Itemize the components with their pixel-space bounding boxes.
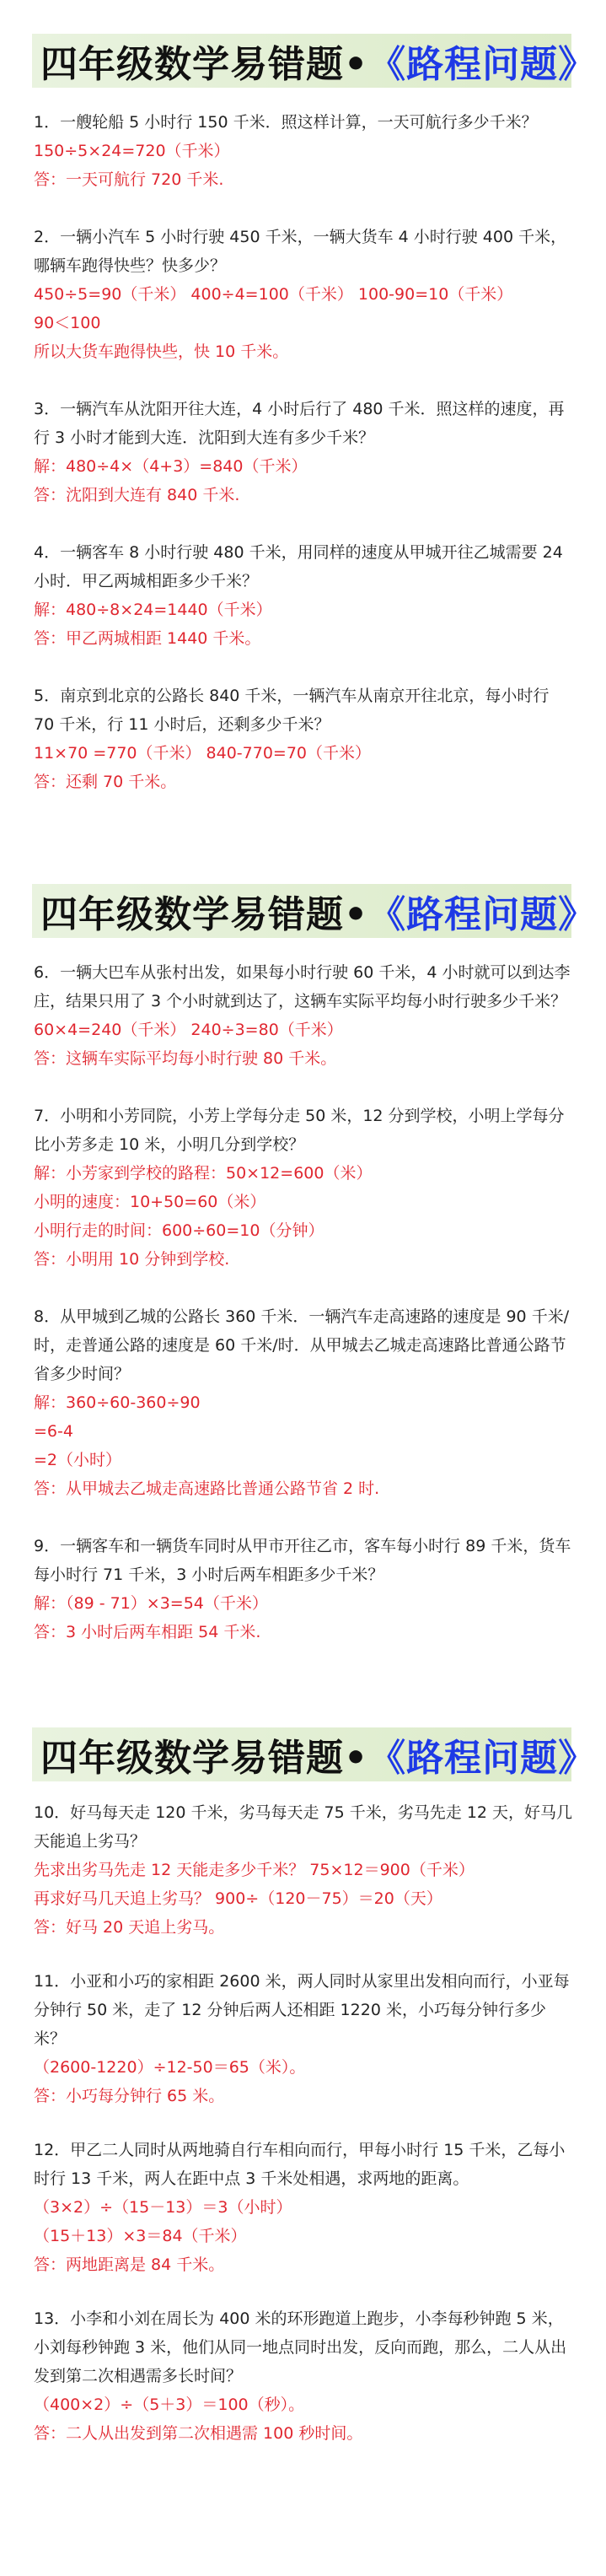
- problem-answer-line: 答：小明用 10 分钟到学校.: [34, 1250, 230, 1269]
- problem-question: 10．好马每天走 120 千米，劣马每天走 75 千米，劣马先走 12 天，好马几天能追上劣马？: [34, 1803, 573, 1851]
- banner-title: 四年级数学易错题•: [40, 1737, 369, 1780]
- banner-topic: 《路程问题》: [368, 1737, 597, 1780]
- problem-question: 1．一艘轮船 5 小时行 150 千米．照这样计算，一天可航行多少千米？: [34, 113, 538, 132]
- problem-answer-line: 答：还剩 70 千米。: [34, 773, 177, 791]
- problem-answer-line: （15＋13）×3＝84（千米）: [34, 2227, 247, 2245]
- problem-answer-line: =2（小时）: [34, 1451, 122, 1469]
- problem-answer-line: 90＜100: [34, 314, 101, 332]
- problem-answer-line: 解：360÷60-360÷90: [34, 1393, 201, 1412]
- problem-answer-line: 答：二人从出发到第二次相遇需 100 秒时间。: [34, 2424, 363, 2443]
- problem-answer-line: 答：一天可航行 720 千米.: [34, 170, 224, 189]
- problem-question: 11．小亚和小巧的家相距 2600 米，两人同时从家里出发相向而行，小亚每分钟行 50 米，走了 12 分钟后两人还相距 1220 米，小巧每分钟行多少米？: [34, 1972, 570, 2048]
- problem-answer-line: 小明行走的时间：600÷60=10（分钟）: [34, 1221, 324, 1240]
- section-2: [0, 884, 606, 1646]
- problem-answer-line: 先求出劣马先走 12 天能走多少千米？ 75×12＝900（千米）: [34, 1861, 475, 1879]
- problem-answer-line: 60×4=240（千米） 240÷3=80（千米）: [34, 1021, 343, 1039]
- problem-answer-line: 解：小芳家到学校的路程：50×12=600（米）: [34, 1164, 373, 1183]
- problem-answer-line: 答：这辆车实际平均每小时行驶 80 千米。: [34, 1049, 337, 1068]
- section-title-banner: [32, 1727, 597, 1781]
- problem-question: 8．从甲城到乙城的公路长 360 千米．一辆汽车走高速路的速度是 90 千米/时，走普通公路的速度是 60 千米/时．从甲城去乙城走高速路比普通公路节省多少时间？: [34, 1307, 570, 1383]
- problem-answer-line: （2600-1220）÷12-50＝65（米）。: [34, 2058, 306, 2077]
- problem-answer-line: 150÷5×24=720（千米）: [34, 142, 230, 160]
- problem-question: 2．一辆小汽车 5 小时行驶 450 千米，一辆大货车 4 小时行驶 400 千米，哪辆车跑得快些？快多少？: [34, 228, 567, 275]
- problem-answer-line: 小明的速度：10+50=60（米）: [34, 1193, 266, 1211]
- problem-answer-line: 答：两地距离是 84 千米。: [34, 2255, 225, 2274]
- problem-question: 12．甲乙二人同时从两地骑自行车相向而行，甲每小时行 15 千米，乙每小时行 13 千米，两人在距中点 3 千米处相遇，求两地的距离。: [34, 2141, 566, 2188]
- banner-title: 四年级数学易错题•: [40, 43, 369, 86]
- problem-answer-line: =6-4: [34, 1422, 73, 1441]
- problem-question: 4．一辆客车 8 小时行驶 480 千米，用同样的速度从甲城开往乙城需要 24 小时．甲乙两城相距多少千米？: [34, 543, 563, 590]
- problem-answer-line: 答：从甲城去乙城走高速路比普通公路节省 2 时.: [34, 1479, 380, 1498]
- problem-3: [34, 395, 573, 509]
- problem-answer-line: 解：480÷8×24=1440（千米）: [34, 601, 272, 619]
- section-title-banner: [32, 34, 597, 88]
- problem-12: [34, 2136, 573, 2279]
- problem-8: [34, 1302, 573, 1503]
- problem-answer-line: （400×2）÷（5＋3）＝100（秒）。: [34, 2395, 305, 2414]
- problem-answer-line: 解：（89 - 71）×3=54（千米）: [34, 1594, 268, 1613]
- problem-question: 9．一辆客车和一辆货车同时从甲市开往乙市，客车每小时行 89 千米，货车每小时行 71 千米，3 小时后两车相距多少千米？: [34, 1537, 571, 1584]
- problem-question: 6．一辆大巴车从张村出发，如果每小时行驶 60 千米，4 小时就可以到达李庄，结果只用了 3 个小时就到达了，这辆车实际平均每小时行驶多少千米？: [34, 963, 571, 1010]
- problem-answer-line: 答：沈阳到大连有 840 千米.: [34, 486, 240, 504]
- problem-10: [34, 1798, 573, 1942]
- problem-question: 3．一辆汽车从沈阳开往大连，4 小时后行了 480 千米．照这样的速度，再行 3 小时才能到大连．沈阳到大连有多少千米？: [34, 400, 565, 447]
- problem-answer-line: 所以大货车跑得快些，快 10 千米。: [34, 342, 289, 361]
- problem-answer-line: 答：小巧每分钟行 65 米。: [34, 2087, 225, 2105]
- banner-topic: 《路程问题》: [368, 893, 597, 936]
- problem-question: 7．小明和小芳同院，小芳上学每分走 50 米，12 分到学校，小明上学每分比小芳多走 10 米，小明几分到学校？: [34, 1107, 565, 1154]
- problem-1: [34, 108, 573, 194]
- banner-title: 四年级数学易错题•: [40, 893, 369, 936]
- problem-answer-line: 答：甲乙两城相距 1440 千米。: [34, 629, 261, 648]
- problem-6: [34, 958, 573, 1073]
- problem-5: [34, 682, 573, 796]
- section-title-banner: [32, 884, 597, 938]
- section-3: [0, 1727, 606, 2448]
- banner-topic: 《路程问题》: [368, 43, 597, 86]
- problem-answer-line: 11×70 =770（千米） 840-770=70（千米）: [34, 744, 372, 763]
- problem-answer-line: 答：好马 20 天追上劣马。: [34, 1918, 225, 1937]
- problem-7: [34, 1102, 573, 1274]
- problem-answer-line: （3×2）÷（15－13）＝3（小时）: [34, 2198, 292, 2217]
- problem-answer-line: 解：480÷4×（4+3）=840（千米）: [34, 457, 308, 476]
- problem-11: [34, 1967, 573, 2110]
- problem-answer-line: 再求好马几天追上劣马？ 900÷（120－75）＝20（天）: [34, 1889, 442, 1908]
- problem-question: 5．南京到北京的公路长 840 千米，一辆汽车从南京开往北京，每小时行 70 千米，行 11 小时后，还剩多少千米？: [34, 687, 550, 734]
- problem-9: [34, 1532, 573, 1646]
- problem-2: [34, 223, 573, 366]
- section-1: [0, 34, 606, 796]
- problem-question: 13．小李和小刘在周长为 400 米的环形跑道上跑步，小李每秒钟跑 5 米，小刘每秒钟跑 3 米，他们从同一地点同时出发，反向而跑，那么，二人从出发到第二次相遇需多长时间？: [34, 2309, 567, 2385]
- problem-4: [34, 538, 573, 653]
- problem-13: [34, 2304, 573, 2448]
- problem-answer-line: 450÷5=90（千米） 400÷4=100（千米） 100-90=10（千米）: [34, 285, 513, 304]
- problem-answer-line: 答：3 小时后两车相距 54 千米.: [34, 1623, 261, 1641]
